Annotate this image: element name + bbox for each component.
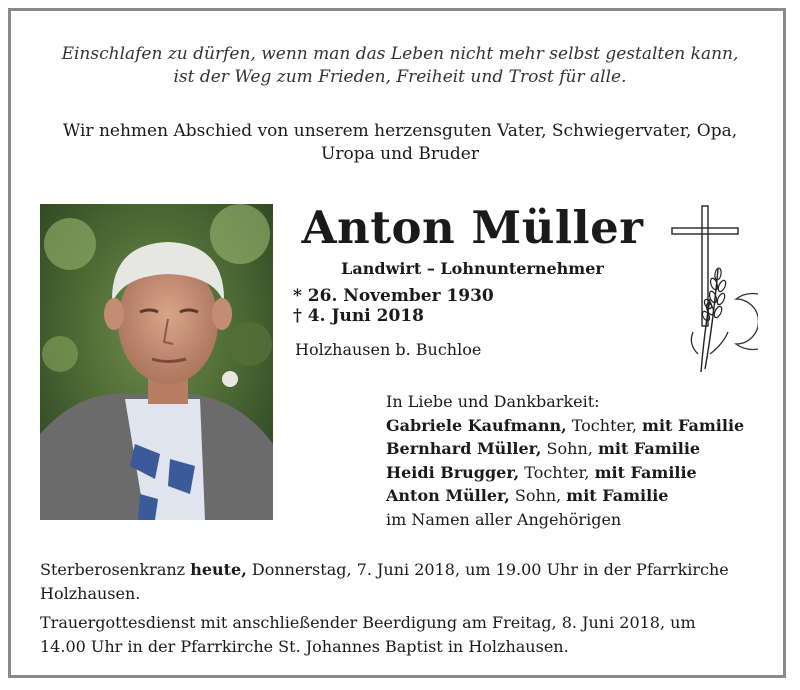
life-dates <box>293 286 663 326</box>
intro-text <box>0 120 800 166</box>
poem <box>0 43 800 89</box>
place-of-residence: Holzhausen b. Buchloe <box>295 340 482 359</box>
rosary-details: Donnerstag, 7. Juni 2018, um 19.00 Uhr in der Pfarrkirche <box>246 560 729 579</box>
rosary-today: heute, <box>190 560 247 579</box>
portrait-photo <box>40 204 273 520</box>
poem-line-1: Einschlafen zu dürfen, wenn man das Leben nicht mehr selbst gestalten kann, <box>61 44 739 64</box>
rosary-line-1 <box>40 558 770 582</box>
mourner-relation: Sohn, <box>541 439 598 458</box>
death-date: † 4. Juni 2018 <box>293 306 424 326</box>
mourner-family: mit Familie <box>566 486 669 505</box>
mourners-list <box>386 390 744 531</box>
mourner-family: mit Familie <box>642 415 745 435</box>
mourner-family: mit Familie <box>594 462 697 482</box>
rosary-notice <box>40 558 770 605</box>
funeral-line-1: Trauergottesdienst mit anschließender Beerdigung am Freitag, 8. Juni 2018, um <box>40 613 696 632</box>
poem-line-2: ist der Weg zum Frieden, Freiheit und Trost für alle. <box>173 67 627 87</box>
intro-line-2: Uropa und Bruder <box>321 144 479 164</box>
mourner-name: Heidi Brugger, <box>386 462 520 482</box>
funeral-line-2: 14.00 Uhr in der Pfarrkirche St. Johannes Baptist in Holzhausen. <box>40 636 569 656</box>
mourner-entry <box>386 414 744 438</box>
mourner-relation: Sohn, <box>509 486 567 505</box>
funeral-notice <box>40 611 770 658</box>
intro-line-1: Wir nehmen Abschied von unserem herzensguten Vater, Schwiegervater, Opa, <box>62 121 738 141</box>
mourner-name: Bernhard Müller, <box>386 439 542 458</box>
mourner-family: mit Familie <box>597 439 701 458</box>
mourner-relation: Tochter, <box>519 462 595 482</box>
mourner-relation: Tochter, <box>566 415 643 435</box>
mourner-entry <box>386 484 744 508</box>
rosary-prefix: Sterberosenkranz <box>40 560 191 579</box>
mourners-heading: In Liebe und Dankbarkeit: <box>386 392 600 411</box>
deceased-name: Anton Müller <box>301 201 644 254</box>
mourner-name: Gabriele Kaufmann, <box>386 415 567 435</box>
cross-with-wheat-icon <box>668 204 758 379</box>
mourner-entry <box>386 461 744 485</box>
mourners-closing: im Namen aller Angehörigen <box>386 509 622 529</box>
rosary-line-2: Holzhausen. <box>40 583 141 603</box>
birth-date: * 26. November 1930 <box>293 286 494 306</box>
mourner-name: Anton Müller, <box>386 486 510 505</box>
occupation: Landwirt – Lohnunternehmer <box>341 259 604 278</box>
mourner-entry <box>386 437 744 461</box>
